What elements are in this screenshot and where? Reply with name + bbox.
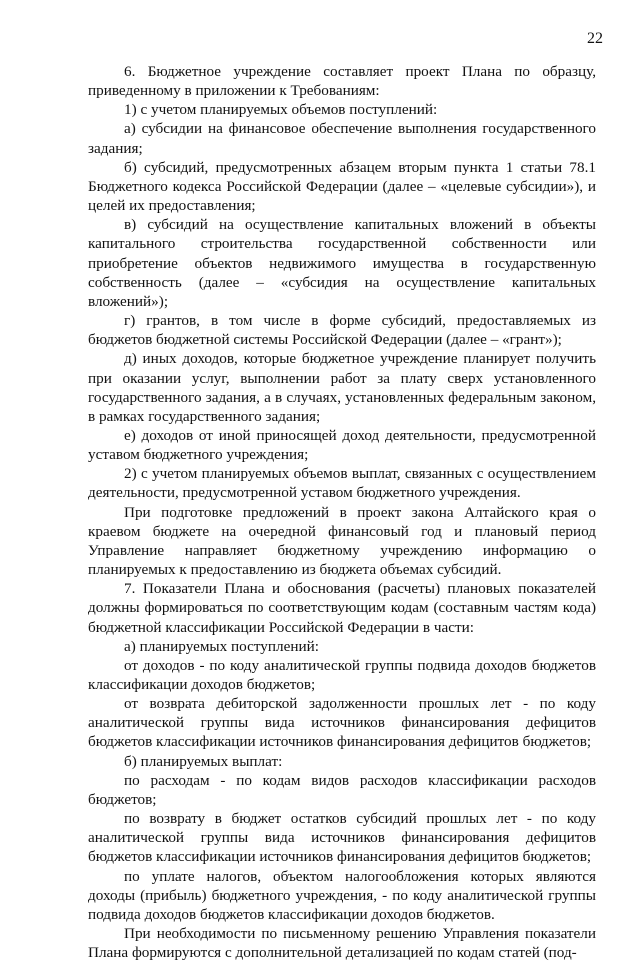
paragraph-6-item-d: д) иных доходов, которые бюджетное учреждение планирует получить при оказании услуг, выполнении работ за плату сверх установленного государственного задания, а в случаях, установленных федеральным законом, в рамках государственного задания; <box>88 350 596 425</box>
paragraph-7-receivables: от возврата дебиторской задолженности прошлых лет - по коду аналитической группы вида источников финансирования дефицитов бюджетов классификации источников финансирования дефицитов бюджетов; <box>88 695 596 751</box>
paragraph-7-detail: При необходимости по письменному решению Управления показатели Плана формируются с дополнительной детализацией по кодам статей (под- <box>88 925 596 962</box>
paragraph-7-subsidy-return: по возврату в бюджет остатков субсидий прошлых лет - по коду аналитической группы вида источников финансирования дефицитов бюджетов классификации источников финансирования дефицитов бюджетов; <box>88 810 596 866</box>
paragraph-7-taxes: по уплате налогов, объектом налогообложения которых являются доходы (прибыль) бюджетного учреждения, - по коду аналитической группы подвида доходов бюджетов классификации доходов бюджетов. <box>88 867 596 923</box>
paragraph-6-item-a: а) субсидии на финансовое обеспечение выполнения государственного задания; <box>88 120 596 157</box>
paragraph-7-item-a: а) планируемых поступлений: <box>124 637 319 655</box>
paragraph-6-item-g: г) грантов, в том числе в форме субсидий, предоставляемых из бюджетов бюджетной системы Российской Федерации (далее – «грант»); <box>88 312 596 349</box>
paragraph-6-item-b: б) субсидий, предусмотренных абзацем вторым пункта 1 статьи 78.1 Бюджетного кодекса Российской Федерации (далее – «целевые субсидии»), и целей их предоставления; <box>88 158 596 215</box>
paragraph-6-item-2: 2) с учетом планируемых объемов выплат, связанных с осуществлением деятельности, предусмотренной уставом бюджетного учреждения. <box>88 465 596 502</box>
paragraph-6-item-v: в) субсидий на осуществление капитальных вложений в объекты капитального строительства государственной собственности или приобретение объектов недвижимого имущества в государственную собственность (далее – «субсидия на осуществление капитальных вложений»); <box>88 216 596 310</box>
paragraph-7: 7. Показатели Плана и обоснования (расчеты) плановых показателей должны формироваться по соответствующим кодам (составным частям кода) бюджетной классификации Российской Федерации в части: <box>88 580 596 636</box>
paragraph-7-expenses: по расходам - по кодам видов расходов классификации расходов бюджетов; <box>88 771 596 808</box>
paragraph-7-item-b: б) планируемых выплат: <box>124 752 283 770</box>
paragraph-6-note: При подготовке предложений в проект закона Алтайского края о краевом бюджете на очередной финансовый год и плановый период Управление направляет бюджетному учреждению информацию о планируемых к предоставлению из бюджета объемах субсидий. <box>88 503 596 579</box>
document-body <box>88 62 596 962</box>
paragraph-7-income: от доходов - по коду аналитической группы подвида доходов бюджетов классификации доходов бюджетов; <box>88 656 596 693</box>
paragraph-6-item-1: 1) с учетом планируемых объемов поступлений: <box>124 101 438 119</box>
paragraph-6: 6. Бюджетное учреждение составляет проект Плана по образцу, приведенному в приложении к Требованиям: <box>88 63 596 100</box>
page-number: 22 <box>587 30 603 47</box>
paragraph-6-item-e: е) доходов от иной приносящей доход деятельности, предусмотренной уставом бюджетного учреждения; <box>88 426 596 464</box>
